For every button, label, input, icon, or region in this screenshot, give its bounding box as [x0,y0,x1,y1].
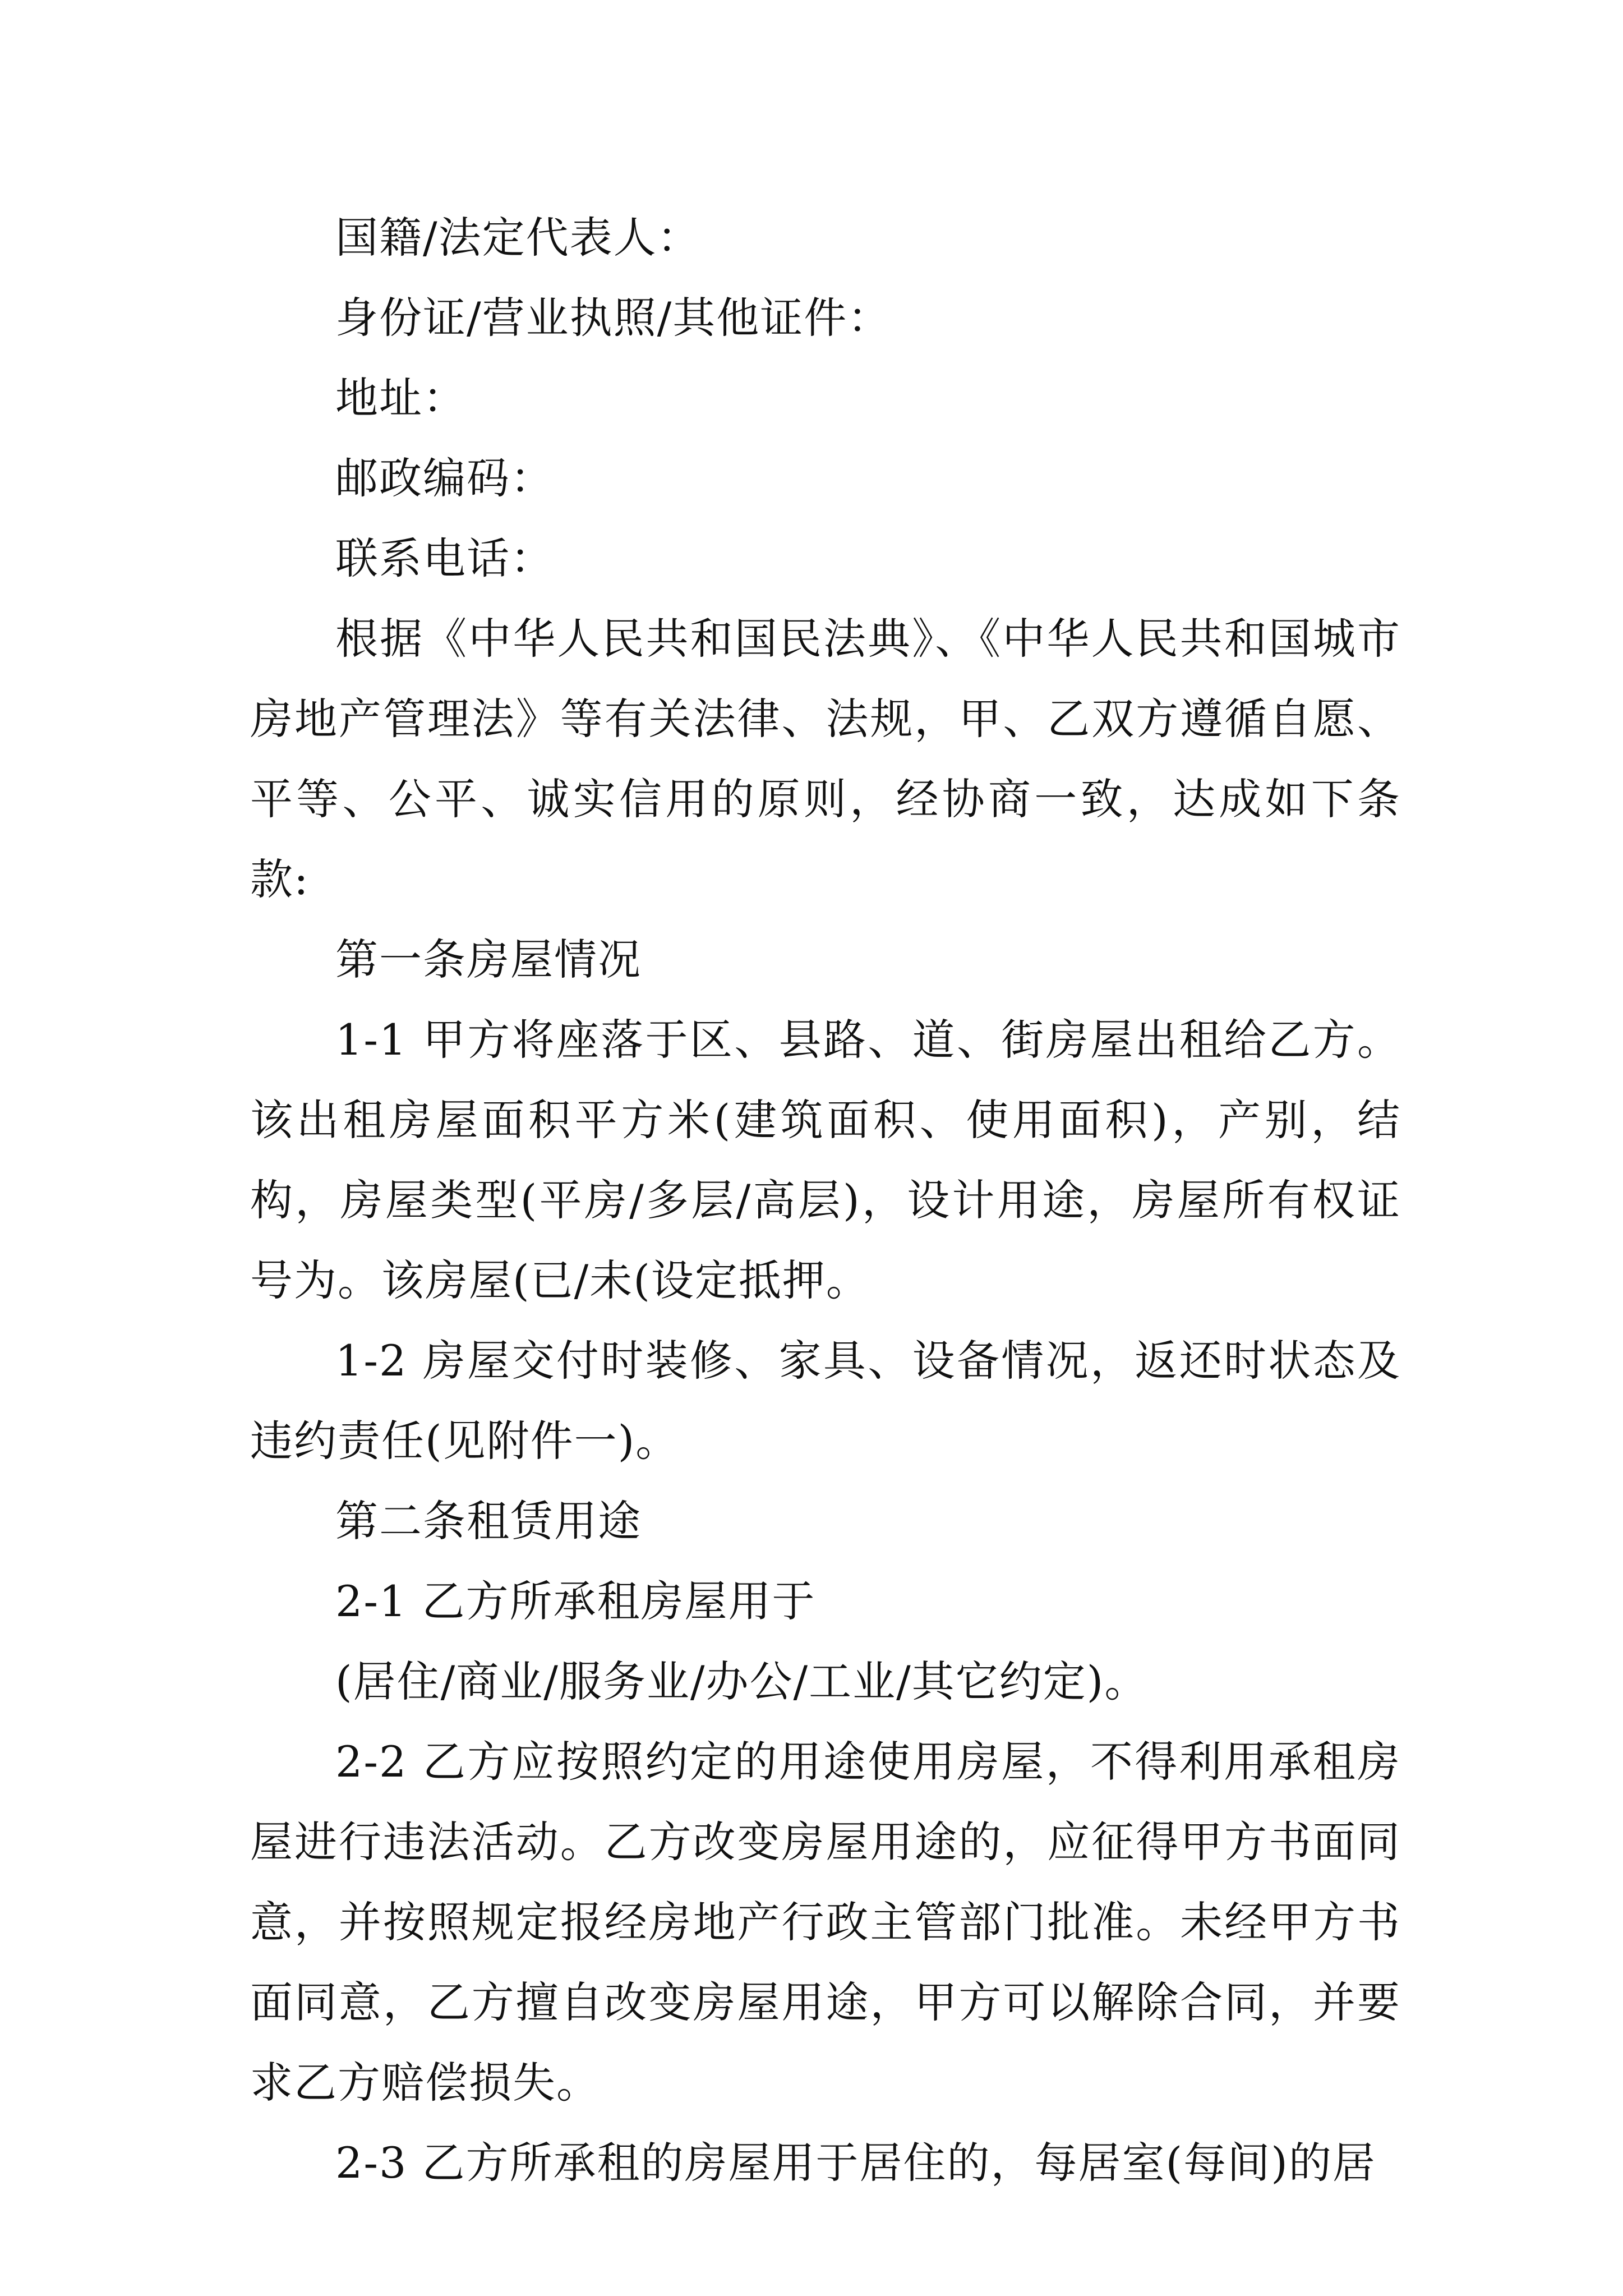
clause-1-2: 1-2 房屋交付时装修、家具、设备情况，返还时状态及违约责任(见附件一)。 [250,1336,1401,1466]
heading-article-1: 第一条房屋情况 [335,935,642,984]
paragraph-phone: 联系电话： [335,533,554,583]
paragraph-id-license: 身份证/营业执照/其他证件： [335,293,892,343]
heading-article-2: 第二条租赁用途 [335,1496,642,1546]
paragraph-nationality-representative: 国籍/法定代表人： [335,213,701,263]
paragraph-postal-code: 邮政编码： [335,453,554,503]
clause-2-3: 2-3 乙方所承租的房屋用于居住的，每居室(每间)的居 [335,2138,1376,2188]
clause-2-1: 2-1 乙方所承租房屋用于 [335,1576,816,1626]
clause-2-1-options: (居住/商业/服务业/办公/工业/其它约定)。 [335,1657,1149,1706]
document-body [250,197,1401,2203]
paragraph-address: 地址： [335,373,467,423]
clause-1-1: 1-1 甲方将座落于区、县路、道、街房屋出租给乙方。该出租房屋面积平方米(建筑面积、使用面积)，产别，结构，房屋类型(平房/多层/高层)，设计用途，房屋所有权证号为。该房屋(已/未(设定抵押。 [250,1015,1401,1305]
clause-2-2: 2-2 乙方应按照约定的用途使用房屋，不得利用承租房屋进行违法活动。乙方改变房屋用途的，应征得甲方书面同意，并按照规定报经房地产行政主管部门批准。未经甲方书面同意，乙方擅自改变房屋用途，甲方可以解除合同，并要求乙方赔偿损失。 [250,1737,1401,2108]
paragraph-preamble: 根据《中华人民共和国民法典》、《中华人民共和国城市房地产管理法》等有关法律、法规，甲、乙双方遵循自愿、平等、公平、诚实信用的原则，经协商一致，达成如下条款: [250,614,1401,904]
